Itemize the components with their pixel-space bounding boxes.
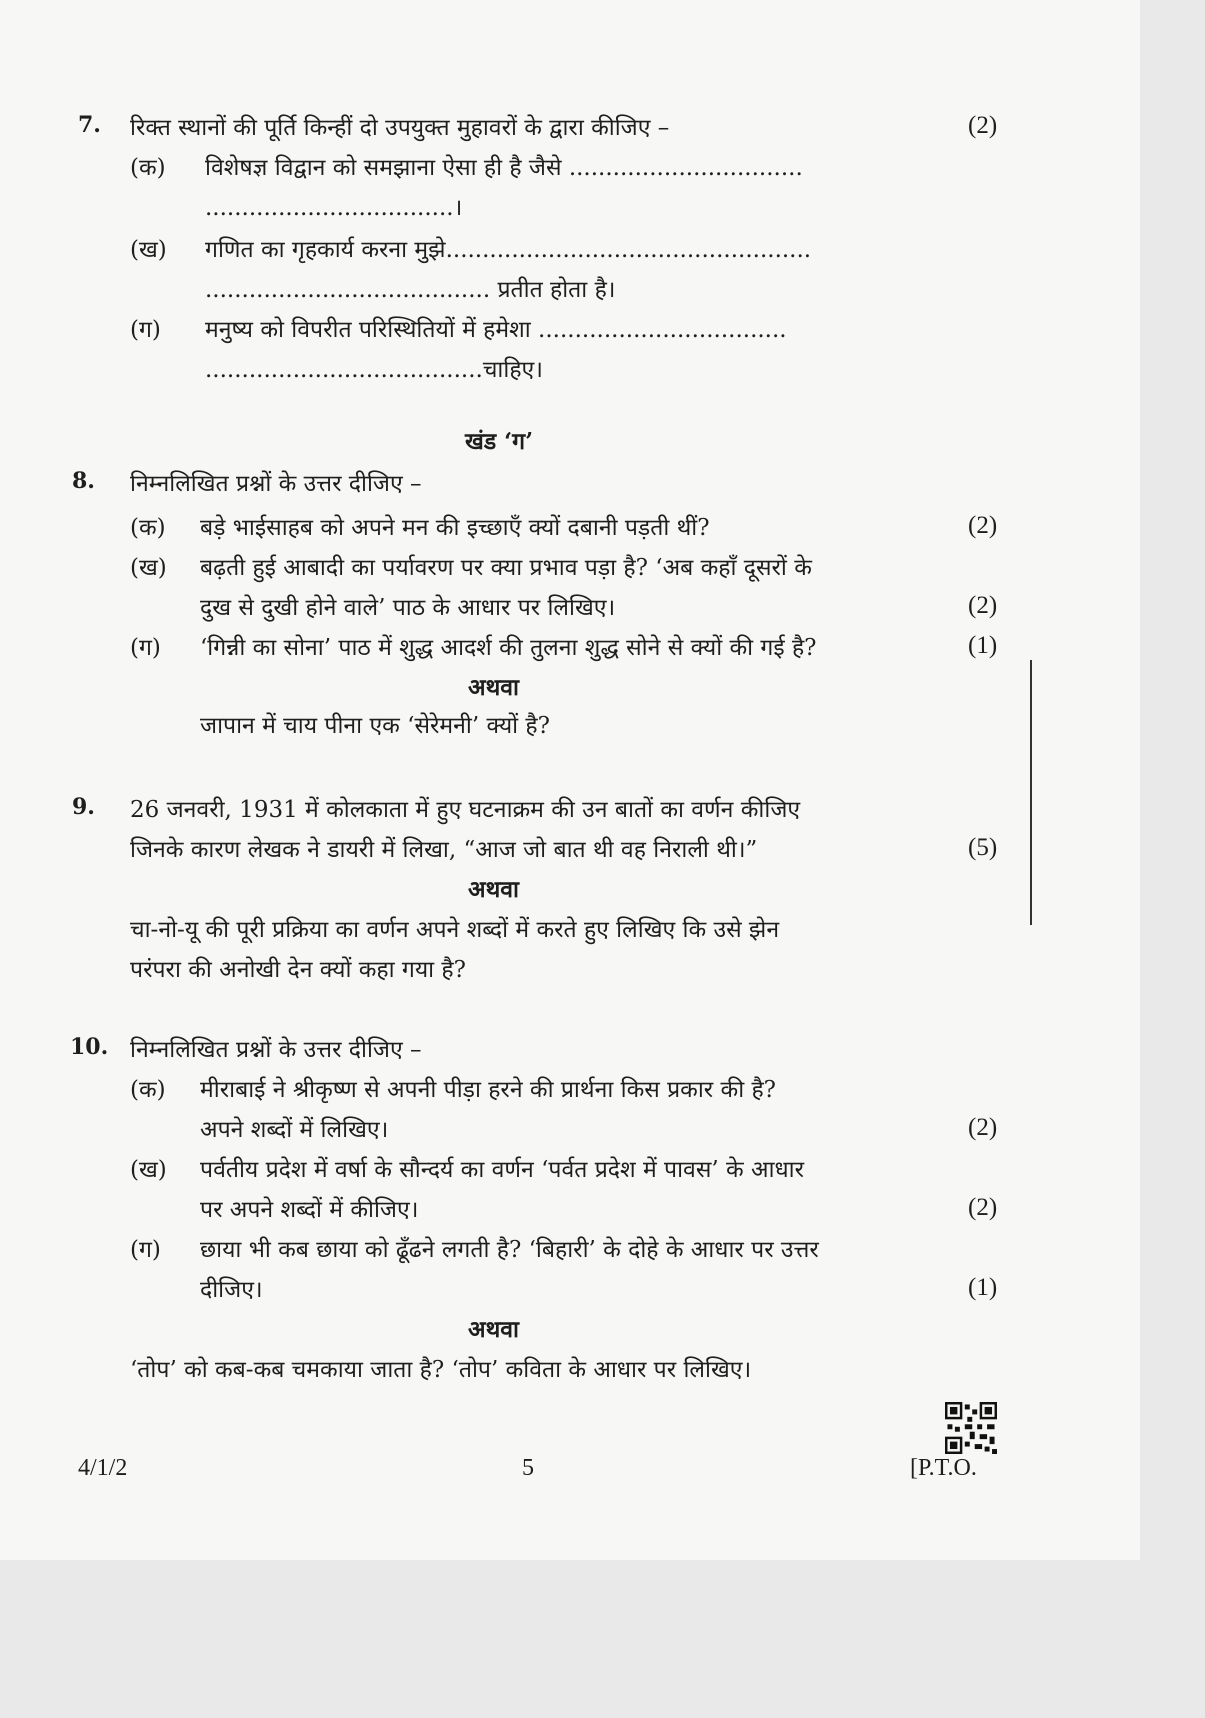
q10-ka-line1: मीराबाई ने श्रीकृष्ण से अपनी पीड़ा हरने की प्रार्थना किस प्रकार की है? (200, 1077, 777, 1103)
q9-athva: अथवा (468, 876, 520, 903)
q7-ga-label: (ग) (130, 317, 161, 343)
question-9-number: 9. (72, 794, 95, 820)
pto-label: [P.T.O. (910, 1455, 977, 1481)
q8-ga-marks: (1) (968, 632, 998, 659)
q7-ga-line2: ......................................चाहिए। (205, 357, 543, 383)
q8-ka-label: (क) (130, 515, 166, 541)
question-10-stem: निम्नलिखित प्रश्नों के उत्तर दीजिए – (130, 1037, 422, 1063)
q10-ga-label: (ग) (130, 1237, 161, 1263)
q8-kha-label: (ख) (130, 555, 167, 581)
q7-ka-line1: विशेषज्ञ विद्वान को समझाना ऐसा ही है जैसे ................................ (205, 155, 803, 181)
question-8-stem: निम्नलिखित प्रश्नों के उत्तर दीजिए – (130, 471, 422, 497)
q10-kha-marks: (2) (968, 1194, 998, 1221)
q10-ga-line1: छाया भी कब छाया को ढूँढने लगती है? ‘बिहारी’ के दोहे के आधार पर उत्तर (200, 1237, 819, 1263)
q8-ka-marks: (2) (968, 512, 998, 539)
q10-ga-marks: (1) (968, 1274, 998, 1301)
q7-kha-label: (ख) (130, 237, 167, 263)
q7-kha-line2: ....................................... प्रतीत होता है। (205, 277, 616, 303)
q8-alternative: जापान में चाय पीना एक ‘सेरेमनी’ क्यों है? (200, 713, 550, 739)
q9-line1: 26 जनवरी, 1931 में कोलकाता में हुए घटनाक्रम की उन बातों का वर्णन कीजिए (130, 797, 801, 823)
q9-marks: (5) (968, 834, 998, 861)
q10-alternative: ‘तोप’ को कब-कब चमकाया जाता है? ‘तोप’ कविता के आधार पर लिखिए। (130, 1357, 752, 1383)
q7-ga-line1: मनुष्य को विपरीत परिस्थितियों में हमेशा .................................. (205, 317, 787, 343)
question-10-number: 10. (70, 1034, 109, 1060)
q7-kha-line1: गणित का गृहकार्य करना मुझे.................................................. (205, 237, 812, 263)
question-7-stem: रिक्त स्थानों की पूर्ति किन्हीं दो उपयुक्त मुहावरों के द्वारा कीजिए – (130, 115, 670, 141)
q9-line2: जिनके कारण लेखक ने डायरी में लिखा, “आज जो बात थी वह निराली थी।” (130, 837, 758, 863)
q8-ga-text: ‘गिन्नी का सोना’ पाठ में शुद्ध आदर्श की तुलना शुद्ध सोने से क्यों की गई है? (200, 635, 817, 661)
q7-ka-line2: ..................................। (205, 195, 463, 221)
qr-code-icon (945, 1402, 997, 1454)
margin-line (1030, 660, 1032, 925)
q10-ka-label: (क) (130, 1077, 166, 1103)
q10-ka-line2: अपने शब्दों में लिखिए। (200, 1117, 389, 1143)
question-7-number: 7. (78, 112, 101, 138)
q9-alt-line2: परंपरा की अनोखी देन क्यों कहा गया है? (130, 957, 466, 983)
q8-athva: अथवा (468, 674, 520, 701)
q8-ka-text: बड़े भाईसाहब को अपने मन की इच्छाएँ क्यों दबानी पड़ती थीं? (200, 515, 710, 541)
q10-ga-line2: दीजिए। (200, 1277, 263, 1303)
q8-kha-line2: दुख से दुखी होने वाले’ पाठ के आधार पर लिखिए। (200, 595, 616, 621)
section-heading: खंड ‘ग’ (465, 428, 534, 455)
q10-kha-label: (ख) (130, 1157, 167, 1183)
q9-alt-line1: चा-नो-यू की पूरी प्रक्रिया का वर्णन अपने शब्दों में करते हुए लिखिए कि उसे झेन (130, 917, 780, 943)
q10-kha-line2: पर अपने शब्दों में कीजिए। (200, 1197, 419, 1223)
question-7-marks: (2) (968, 112, 998, 139)
q10-kha-line1: पर्वतीय प्रदेश में वर्षा के सौन्दर्य का वर्णन ‘पर्वत प्रदेश में पावस’ के आधार (200, 1157, 804, 1183)
q8-kha-marks: (2) (968, 592, 998, 619)
q8-ga-label: (ग) (130, 635, 161, 661)
q10-athva: अथवा (468, 1316, 520, 1343)
q10-ka-marks: (2) (968, 1114, 998, 1141)
question-8-number: 8. (72, 468, 95, 494)
q7-ka-label: (क) (130, 155, 166, 181)
q8-kha-line1: बढ़ती हुई आबादी का पर्यावरण पर क्या प्रभाव पड़ा है? ‘अब कहाँ दूसरों के (200, 555, 812, 581)
page-number: 5 (522, 1455, 534, 1481)
paper-code: 4/1/2 (78, 1455, 128, 1481)
